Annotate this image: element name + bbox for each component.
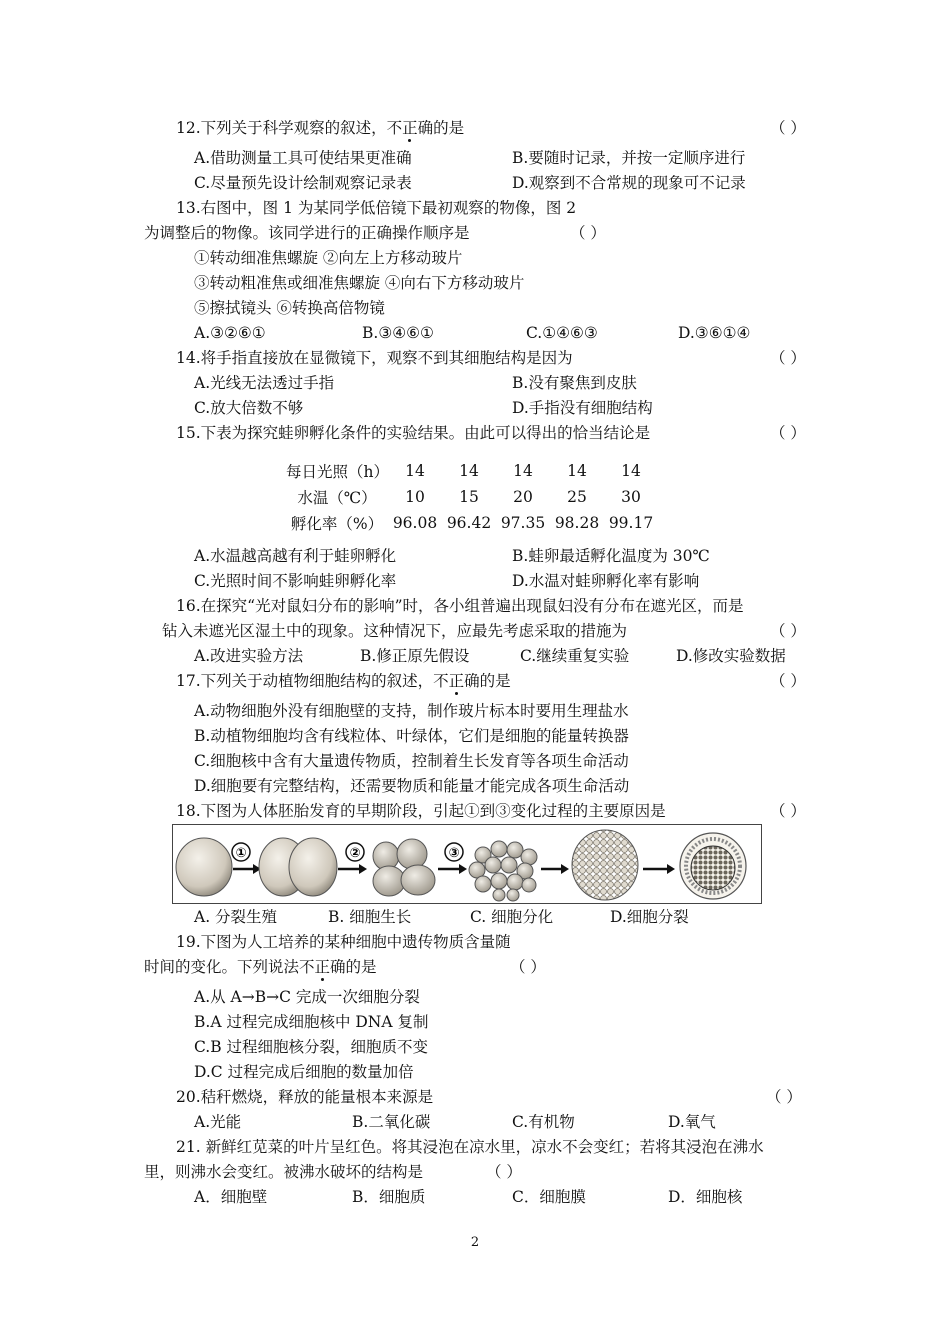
q18-option-a[interactable]: A. 分裂生殖 xyxy=(194,908,278,926)
q17-option-b[interactable]: B.动植物细胞均含有线粒体、叶绿体，它们是细胞的能量转换器 xyxy=(194,727,629,745)
q13-stem-line1: 13.右图中，图 1 为某同学低倍镜下最初观察的物像，图 2 xyxy=(176,199,577,217)
table-cell: 96.42 xyxy=(446,514,492,532)
q20-option-b[interactable]: B.二氧化碳 xyxy=(352,1113,431,1131)
q14-option-b[interactable]: B.没有聚焦到皮肤 xyxy=(512,374,637,392)
q13-step-line3: ⑤擦拭镜头 ⑥转换高倍物镜 xyxy=(194,299,385,317)
page-number: 2 xyxy=(470,1235,480,1250)
stage-label-3: ③ xyxy=(448,846,460,861)
q15-option-b[interactable]: B.蛙卵最适孵化温度为 30℃ xyxy=(512,547,710,565)
q19-stem-line1: 19.下图为人工培养的某种细胞中遗传物质含量随 xyxy=(176,933,511,951)
q12-option-d[interactable]: D.观察到不合常规的现象可不记录 xyxy=(512,174,746,192)
q15-option-a[interactable]: A.水温越高越有利于蛙卵孵化 xyxy=(194,547,397,565)
q13-option-b[interactable]: B.③④⑥① xyxy=(362,324,434,342)
q14-answer-paren[interactable]: （ ） xyxy=(770,349,806,367)
blastocyst-inner-mass xyxy=(691,846,735,890)
q13-option-a[interactable]: A.③②⑥① xyxy=(194,324,266,342)
q21-stem-line2: 里，则沸水会变红。被沸水破坏的结构是 xyxy=(144,1163,424,1181)
q12-answer-paren[interactable]: （ ） xyxy=(770,119,806,137)
q13-option-c[interactable]: C.①④⑥③ xyxy=(526,324,598,342)
q21-answer-paren[interactable]: （ ） xyxy=(486,1163,522,1181)
q20-option-a[interactable]: A.光能 xyxy=(194,1113,242,1131)
q21-option-b[interactable]: B．细胞质 xyxy=(352,1188,426,1206)
q21-option-c[interactable]: C．细胞膜 xyxy=(512,1188,586,1206)
q17-option-c[interactable]: C.细胞核中含有大量遗传物质，控制着生长发育等各项生命活动 xyxy=(194,752,629,770)
q19-option-a[interactable]: A.从 A→B→C 完成一次细胞分裂 xyxy=(194,988,420,1006)
q21-option-a[interactable]: A．细胞壁 xyxy=(194,1188,268,1206)
two-cell-right xyxy=(289,838,337,896)
q18-option-d[interactable]: D.细胞分裂 xyxy=(610,908,689,926)
q17-option-a[interactable]: A.动物细胞外没有细胞壁的支持，制作玻片标本时要用生理盐水 xyxy=(194,702,629,720)
q12-option-b[interactable]: B.要随时记录，并按一定顺序进行 xyxy=(512,149,746,167)
q12-option-c[interactable]: C.尽量预先设计绘制观察记录表 xyxy=(194,174,412,192)
q13-option-d[interactable]: D.③⑥①④ xyxy=(678,324,751,342)
q15-data-table xyxy=(286,458,658,536)
q19-option-c[interactable]: C.B 过程细胞核分裂，细胞质不变 xyxy=(194,1038,429,1056)
q20-option-c[interactable]: C.有机物 xyxy=(512,1113,575,1131)
table-cell: 20 xyxy=(513,488,533,506)
q13-stem-line2: 为调整后的物像。该同学进行的正确操作顺序是 xyxy=(144,224,470,242)
q17-stem: 17.下列关于动植物细胞结构的叙述，不正确的是 xyxy=(176,672,511,690)
q15-stem: 15.下表为探究蛙卵孵化条件的实验结果。由此可以得出的恰当结论是 xyxy=(176,424,651,442)
q16-option-d[interactable]: D.修改实验数据 xyxy=(676,647,786,665)
table-cell: 14 xyxy=(621,462,641,480)
q19-option-b[interactable]: B.A 过程完成细胞核中 DNA 复制 xyxy=(194,1013,429,1031)
row-label-water-temp: 水温（℃） xyxy=(297,489,377,507)
q19-answer-paren[interactable]: （ ） xyxy=(510,958,546,976)
q18-answer-paren[interactable]: （ ） xyxy=(770,802,806,820)
stage-label-2: ② xyxy=(349,846,361,861)
table-cell: 96.08 xyxy=(392,514,438,532)
table-cell: 14 xyxy=(459,462,479,480)
q14-option-c[interactable]: C.放大倍数不够 xyxy=(194,399,304,417)
table-row xyxy=(286,484,658,510)
table-cell: 25 xyxy=(567,488,587,506)
q15-option-c[interactable]: C.光照时间不影响蛙卵孵化率 xyxy=(194,572,397,590)
q19-stem-line2: 时间的变化。下列说法不正确的是 xyxy=(144,958,377,976)
q17-option-d[interactable]: D.细胞要有完整结构，还需要物质和能量才能完成各项生命活动 xyxy=(194,777,630,795)
table-cell: 98.28 xyxy=(554,514,600,532)
table-cell: 14 xyxy=(405,462,425,480)
q14-option-d[interactable]: D.手指没有细胞结构 xyxy=(512,399,653,417)
q13-step-line1: ①转动细准焦螺旋 ②向左上方移动玻片 xyxy=(194,249,463,267)
table-row xyxy=(286,458,658,484)
q16-stem-line1: 16.在探究“光对鼠妇分布的影响”时，各小组普遍出现鼠妇没有分布在遮光区，而是 xyxy=(176,597,744,615)
q14-stem: 14.将手指直接放在显微镜下，观察不到其细胞结构是因为 xyxy=(176,349,573,367)
table-cell: 15 xyxy=(459,488,479,506)
table-cell: 14 xyxy=(513,462,533,480)
q16-answer-paren[interactable]: （ ） xyxy=(770,622,806,640)
q19-option-d[interactable]: D.C 过程完成后细胞的数量加倍 xyxy=(194,1063,414,1081)
zygote-cell xyxy=(176,838,232,896)
q18-option-c[interactable]: C. 细胞分化 xyxy=(470,908,554,926)
embryo-stages-illustration xyxy=(173,825,761,903)
table-cell: 14 xyxy=(567,462,587,480)
q14-option-a[interactable]: A.光线无法透过手指 xyxy=(194,374,335,392)
q12-option-a[interactable]: A.借助测量工具可使结果更准确 xyxy=(194,149,412,167)
q18-stem: 18.下图为人体胚胎发育的早期阶段，引起①到③变化过程的主要原因是 xyxy=(176,802,666,820)
q20-answer-paren[interactable]: （ ） xyxy=(766,1088,802,1106)
table-cell: 30 xyxy=(621,488,641,506)
stage-label-1: ① xyxy=(235,846,247,861)
q21-stem-line1: 21. 新鲜红苋菜的叶片呈红色。将其浸泡在凉水里，凉水不会变红；若将其浸泡在沸水 xyxy=(176,1138,764,1156)
q20-option-d[interactable]: D.氧气 xyxy=(668,1113,716,1131)
row-label-hatch-rate: 孵化率（%） xyxy=(290,515,384,533)
table-cell: 99.17 xyxy=(608,514,654,532)
blastula xyxy=(572,830,638,900)
q16-option-a[interactable]: A.改进实验方法 xyxy=(194,647,304,665)
q21-option-d[interactable]: D．细胞核 xyxy=(668,1188,743,1206)
q12-stem: 12.下列关于科学观察的叙述，不正确的是 xyxy=(176,119,465,137)
q13-step-line2: ③转动粗准焦或细准焦螺旋 ④向右下方移动玻片 xyxy=(194,274,525,292)
q18-option-b[interactable]: B. 细胞生长 xyxy=(328,908,412,926)
q16-stem-line2: 钻入未遮光区湿土中的现象。这种情况下，应最先考虑采取的措施为 xyxy=(162,622,628,640)
table-cell: 10 xyxy=(405,488,425,506)
row-label-light: 每日光照（h） xyxy=(286,463,389,481)
q13-answer-paren[interactable]: （ ） xyxy=(570,224,606,242)
q15-option-d[interactable]: D.水温对蛙卵孵化率有影响 xyxy=(512,572,700,590)
embryo-development-figure xyxy=(172,824,762,904)
q15-answer-paren[interactable]: （ ） xyxy=(770,424,806,442)
q16-option-c[interactable]: C.继续重复实验 xyxy=(520,647,630,665)
table-row xyxy=(286,510,658,536)
q16-option-b[interactable]: B.修正原先假设 xyxy=(360,647,470,665)
table-cell: 97.35 xyxy=(500,514,546,532)
q20-stem: 20.秸秆燃烧，释放的能量根本来源是 xyxy=(176,1088,434,1106)
q17-answer-paren[interactable]: （ ） xyxy=(770,672,806,690)
